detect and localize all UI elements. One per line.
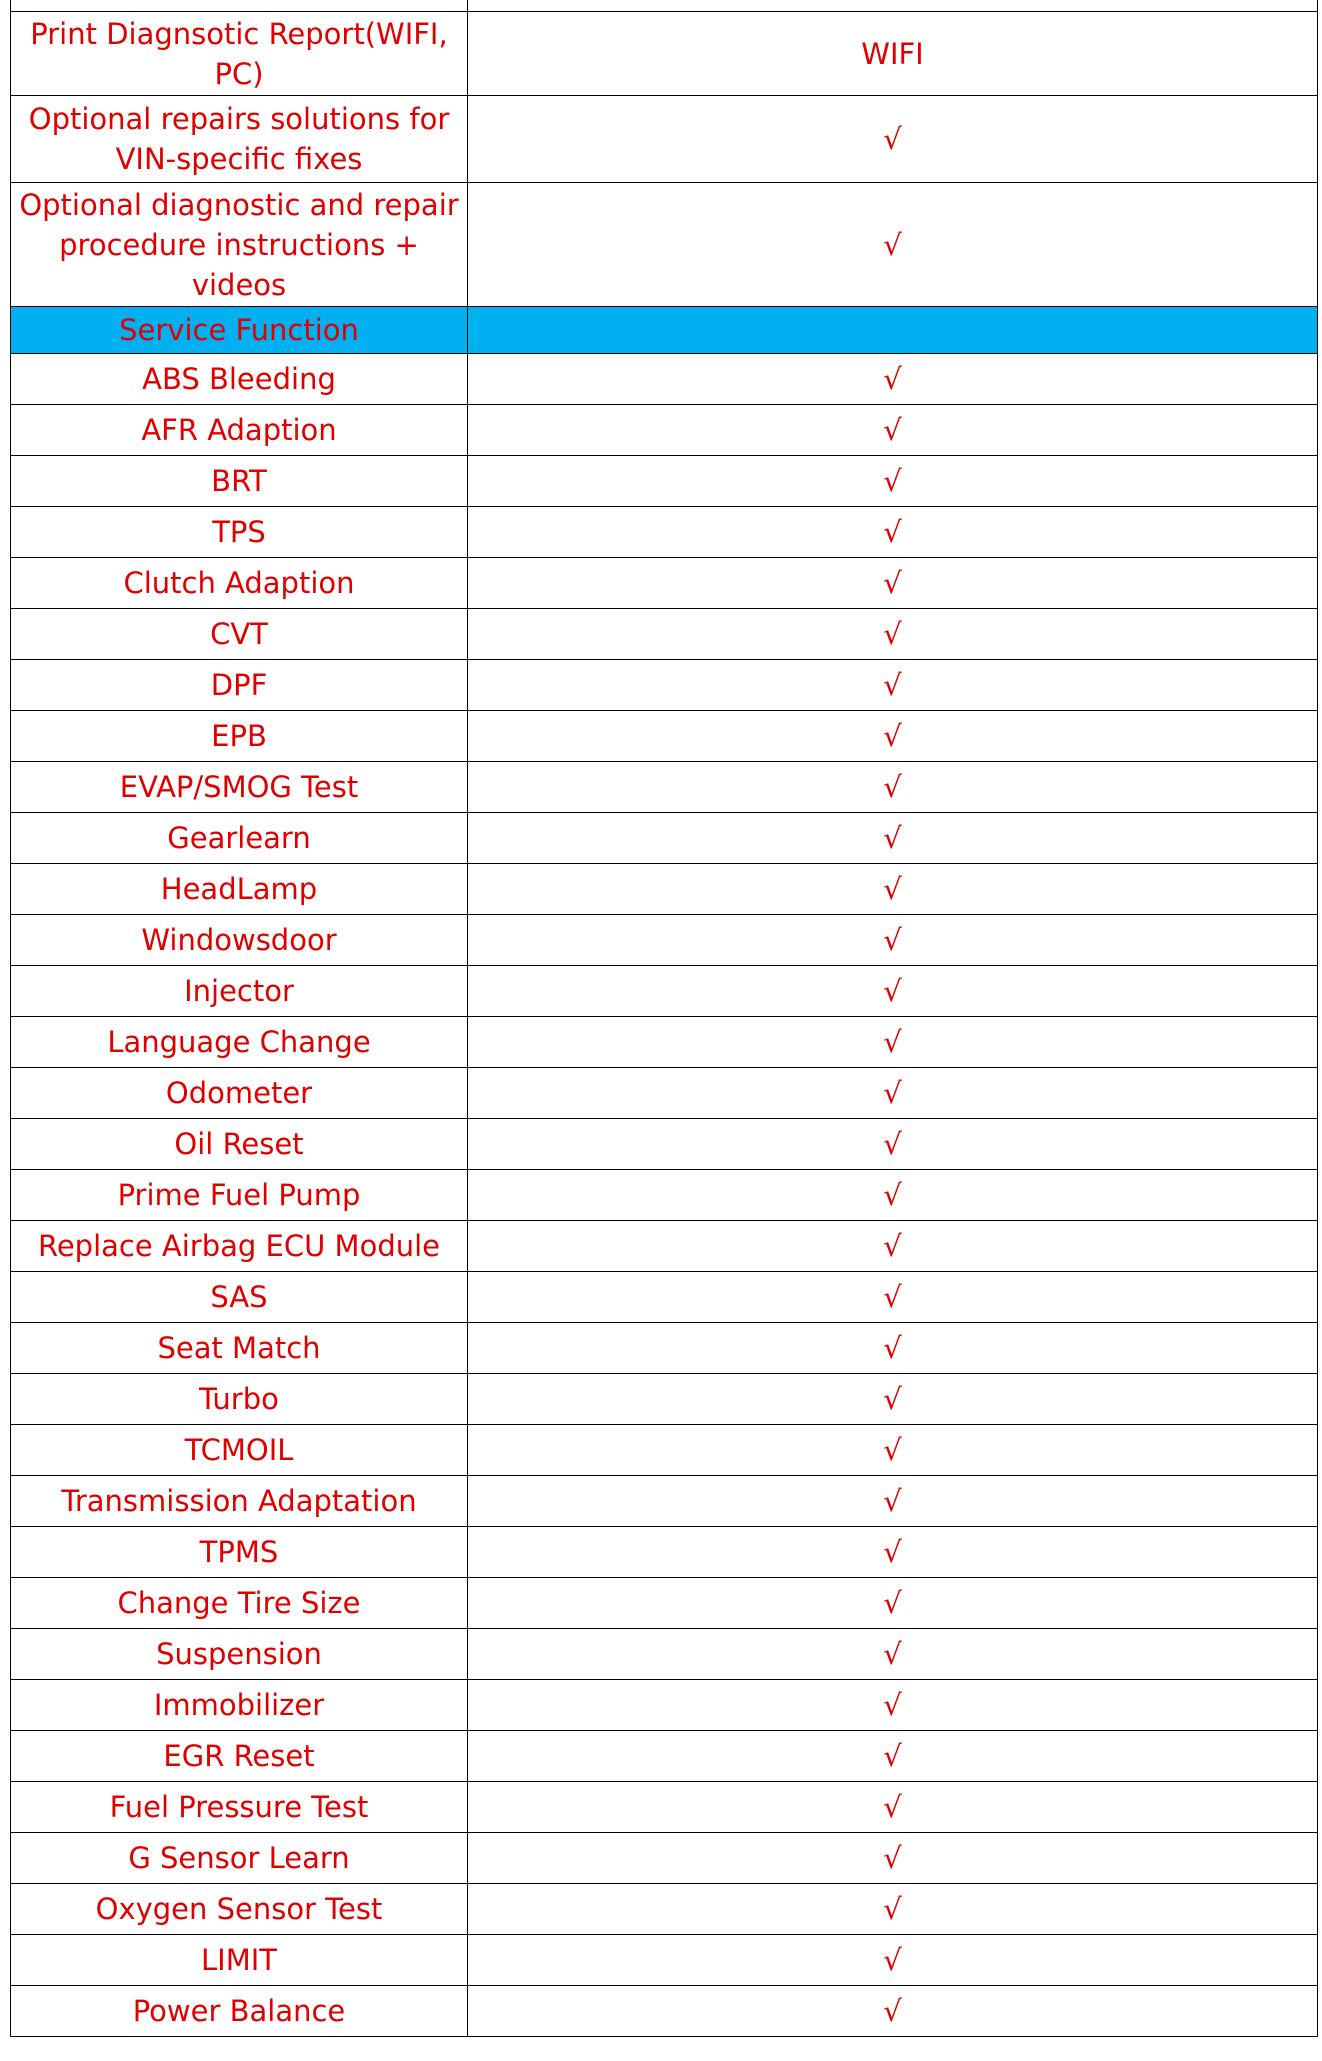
- table-row: [11, 1068, 1318, 1119]
- section-header-label: Service Function: [11, 307, 468, 354]
- table-row: [11, 1527, 1318, 1578]
- table-row: [11, 1782, 1318, 1833]
- feature-table: [10, 0, 1318, 2037]
- feature-cell: Print Diagnsotic Report(WIFI, PC): [11, 12, 468, 96]
- check-mark-cell: √: [468, 915, 1318, 966]
- check-mark-cell: √: [468, 507, 1318, 558]
- table-row-cutoff: [11, 0, 1318, 12]
- service-function-name: Odometer: [11, 1068, 468, 1119]
- service-function-name: ABS Bleeding: [11, 354, 468, 405]
- service-function-name: EPB: [11, 711, 468, 762]
- check-mark-cell: √: [468, 1374, 1318, 1425]
- service-function-name: Oil Reset: [11, 1119, 468, 1170]
- service-function-name: Fuel Pressure Test: [11, 1782, 468, 1833]
- service-function-name: DPF: [11, 660, 468, 711]
- service-function-name: G Sensor Learn: [11, 1833, 468, 1884]
- table-row: [11, 1119, 1318, 1170]
- check-mark-cell: √: [468, 1272, 1318, 1323]
- section-header-value: [468, 307, 1318, 354]
- table-row: [11, 1986, 1318, 2037]
- check-mark-cell: √: [468, 1119, 1318, 1170]
- service-function-name: TPMS: [11, 1527, 468, 1578]
- service-function-name: Clutch Adaption: [11, 558, 468, 609]
- service-function-name: Turbo: [11, 1374, 468, 1425]
- service-function-name: LIMIT: [11, 1935, 468, 1986]
- check-mark-cell: √: [468, 456, 1318, 507]
- service-function-name: Transmission Adaptation: [11, 1476, 468, 1527]
- table-row: [11, 96, 1318, 183]
- table-row: [11, 1476, 1318, 1527]
- table-row: [11, 405, 1318, 456]
- table-row: [11, 1017, 1318, 1068]
- check-mark-cell: √: [468, 1476, 1318, 1527]
- check-mark-cell: √: [468, 1017, 1318, 1068]
- check-mark-cell: √: [468, 354, 1318, 405]
- feature-cell: Optional repairs solutions for VIN-specific fixes: [11, 96, 468, 183]
- table-row: [11, 813, 1318, 864]
- table-row: [11, 915, 1318, 966]
- check-mark-cell: √: [468, 966, 1318, 1017]
- check-mark-cell: √: [468, 1527, 1318, 1578]
- check-mark-cell: √: [468, 711, 1318, 762]
- table-row: [11, 1884, 1318, 1935]
- table-row: [11, 1323, 1318, 1374]
- check-mark-cell: √: [468, 660, 1318, 711]
- check-mark-cell: √: [468, 1170, 1318, 1221]
- service-function-name: Gearlearn: [11, 813, 468, 864]
- service-function-name: Injector: [11, 966, 468, 1017]
- table-row: [11, 558, 1318, 609]
- table-row: [11, 966, 1318, 1017]
- table-row: [11, 183, 1318, 307]
- table-row: [11, 1170, 1318, 1221]
- check-mark-cell: √: [468, 405, 1318, 456]
- service-function-name: Suspension: [11, 1629, 468, 1680]
- service-function-name: Change Tire Size: [11, 1578, 468, 1629]
- service-function-name: TCMOIL: [11, 1425, 468, 1476]
- table-row: [11, 609, 1318, 660]
- service-function-name: BRT: [11, 456, 468, 507]
- table-row: [11, 1578, 1318, 1629]
- service-function-name: Replace Airbag ECU Module: [11, 1221, 468, 1272]
- check-mark-cell: √: [468, 864, 1318, 915]
- table-row: [11, 456, 1318, 507]
- table-row: [11, 1629, 1318, 1680]
- service-function-name: TPS: [11, 507, 468, 558]
- table-row: [11, 507, 1318, 558]
- check-mark-cell: √: [468, 183, 1318, 307]
- table-row: [11, 1374, 1318, 1425]
- table-row: [11, 660, 1318, 711]
- service-function-name: Oxygen Sensor Test: [11, 1884, 468, 1935]
- check-mark-cell: √: [468, 1833, 1318, 1884]
- check-mark-cell: √: [468, 96, 1318, 183]
- service-function-name: AFR Adaption: [11, 405, 468, 456]
- service-function-name: EVAP/SMOG Test: [11, 762, 468, 813]
- check-mark-cell: √: [468, 1986, 1318, 2037]
- table-row: [11, 1833, 1318, 1884]
- table-row: [11, 1221, 1318, 1272]
- service-function-name: Language Change: [11, 1017, 468, 1068]
- check-mark-cell: √: [468, 1782, 1318, 1833]
- check-mark-cell: √: [468, 813, 1318, 864]
- service-function-name: HeadLamp: [11, 864, 468, 915]
- table-row: [11, 762, 1318, 813]
- service-function-name: Prime Fuel Pump: [11, 1170, 468, 1221]
- check-mark-cell: √: [468, 609, 1318, 660]
- check-mark-cell: √: [468, 558, 1318, 609]
- value-cell: WIFI: [468, 12, 1318, 96]
- service-function-name: Seat Match: [11, 1323, 468, 1374]
- table-row: [11, 711, 1318, 762]
- table-row: [11, 1425, 1318, 1476]
- cutoff-cell: [11, 0, 468, 12]
- check-mark-cell: √: [468, 1935, 1318, 1986]
- service-function-name: Windowsdoor: [11, 915, 468, 966]
- service-function-name: CVT: [11, 609, 468, 660]
- service-function-name: Power Balance: [11, 1986, 468, 2037]
- table-row: [11, 1272, 1318, 1323]
- check-mark-cell: √: [468, 1680, 1318, 1731]
- table-row: [11, 354, 1318, 405]
- check-mark-cell: √: [468, 1629, 1318, 1680]
- service-function-name: SAS: [11, 1272, 468, 1323]
- section-header-row: [11, 307, 1318, 354]
- table-row: [11, 12, 1318, 96]
- table-row: [11, 1935, 1318, 1986]
- feature-table-body: [11, 0, 1318, 2037]
- check-mark-cell: √: [468, 1884, 1318, 1935]
- service-function-name: EGR Reset: [11, 1731, 468, 1782]
- check-mark-cell: √: [468, 1425, 1318, 1476]
- check-mark-cell: √: [468, 1068, 1318, 1119]
- check-mark-cell: √: [468, 1578, 1318, 1629]
- table-row: [11, 1680, 1318, 1731]
- service-function-name: Immobilizer: [11, 1680, 468, 1731]
- check-mark-cell: √: [468, 762, 1318, 813]
- table-row: [11, 864, 1318, 915]
- feature-cell: Optional diagnostic and repair procedure instructions + videos: [11, 183, 468, 307]
- check-mark-cell: √: [468, 1221, 1318, 1272]
- cutoff-cell: [468, 0, 1318, 12]
- check-mark-cell: √: [468, 1731, 1318, 1782]
- check-mark-cell: √: [468, 1323, 1318, 1374]
- table-row: [11, 1731, 1318, 1782]
